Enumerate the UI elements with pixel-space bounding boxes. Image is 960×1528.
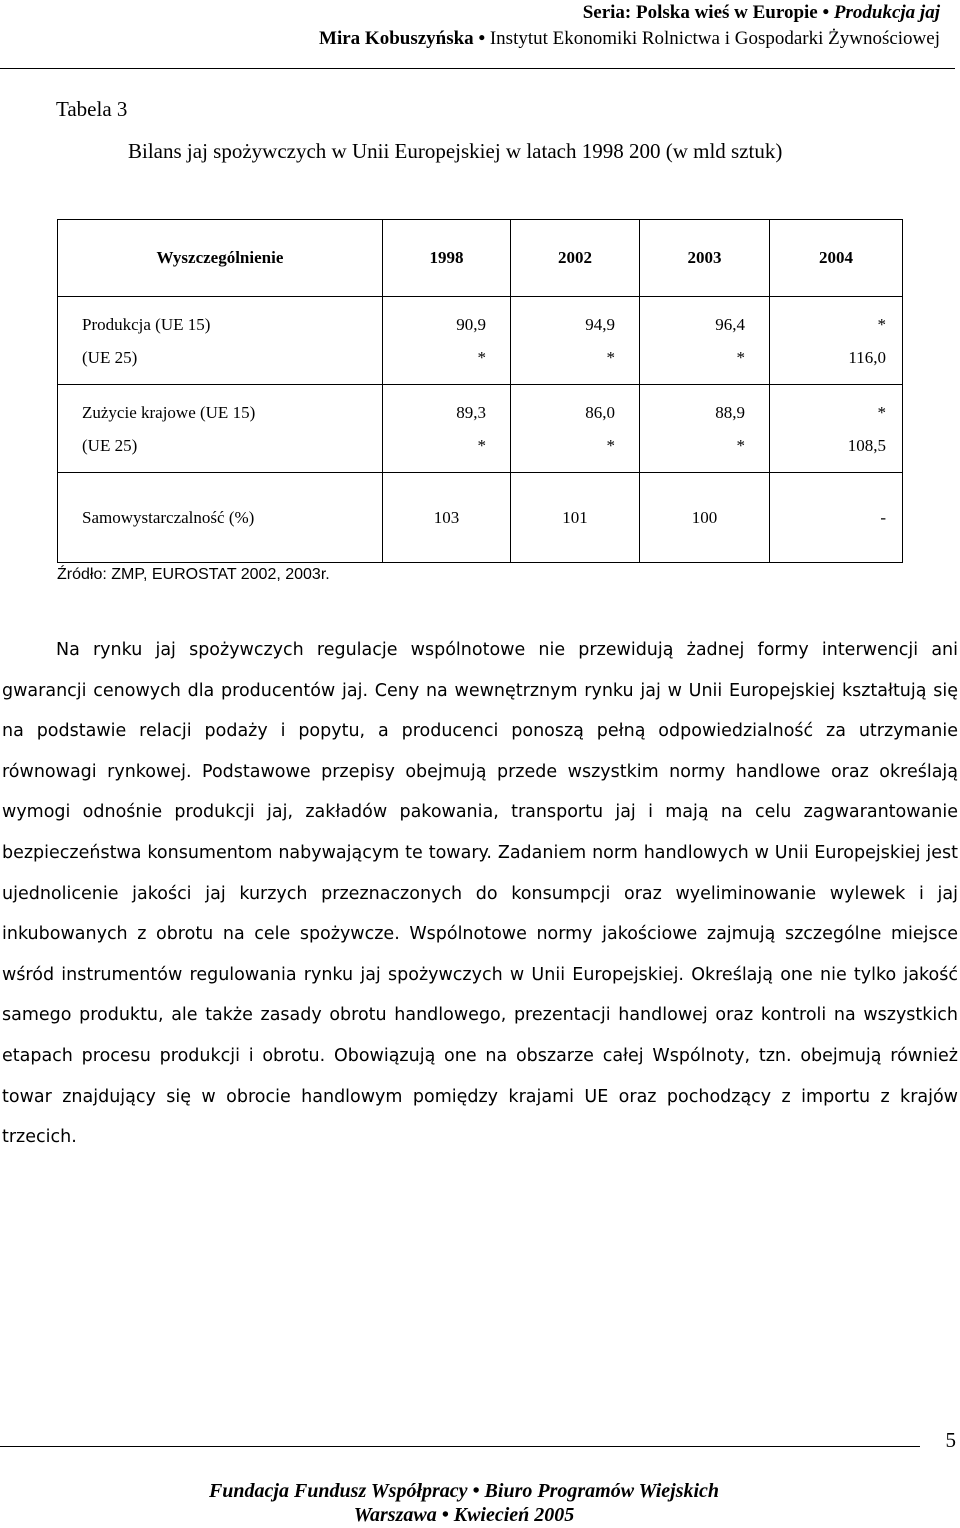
cell-self-sufficiency-1998: 103 [382, 473, 510, 563]
footer-date: Kwiecień 2005 [453, 1504, 575, 1526]
value-line: 89,3 [456, 402, 486, 422]
cell-self-sufficiency-2003: 100 [639, 473, 769, 563]
footer-line-1 [0, 1478, 928, 1504]
running-header-author [319, 26, 940, 52]
footer-city: Warszawa [353, 1504, 437, 1526]
value-line: 90,9 [456, 314, 486, 334]
cell-self-sufficiency-2002: 101 [510, 473, 639, 563]
header-cell-item: Wyszczególnienie [58, 220, 383, 297]
egg-balance-table [57, 219, 903, 563]
header-cell-1998: 1998 [382, 220, 510, 297]
table-header-row [58, 220, 903, 297]
series-prefix: Seria: Polska wieś w Europie [582, 2, 818, 23]
table-title: Bilans jaj spożywczych w Unii Europejskiej w latach 1998 200 (w mld sztuk) [128, 139, 783, 163]
value-line: 86,0 [585, 402, 615, 422]
value-line: 88,9 [715, 402, 745, 422]
cell-consumption-2003 [639, 385, 769, 473]
row-label-self-sufficiency: Samowystarczalność (%) [58, 473, 383, 563]
header-rule [0, 68, 955, 69]
label-line: (UE 25) [82, 435, 138, 455]
footer-bullet-2: • [441, 1504, 449, 1526]
label-line: Zużycie krajowe (UE 15) [82, 402, 256, 422]
footer-bullet: • [472, 1480, 480, 1502]
value-line: * [606, 435, 615, 455]
value-line: * [877, 402, 886, 422]
value-line: 108,5 [847, 435, 886, 455]
value-line: 116,0 [848, 347, 886, 367]
value-line: * [477, 347, 486, 367]
value-line: * [736, 435, 745, 455]
footer-foundation: Fundacja Fundusz Współpracy [208, 1480, 468, 1502]
cell-self-sufficiency-2004: - [769, 473, 902, 563]
table-row-consumption [58, 385, 903, 473]
label-line: (UE 25) [82, 347, 138, 367]
label-line: Produkcja (UE 15) [82, 314, 211, 334]
institute-name: Instytut Ekonomiki Rolnictwa i Gospodarki Żywnościowej [489, 28, 940, 49]
cell-consumption-1998 [382, 385, 510, 473]
table-row-production [58, 297, 903, 385]
running-header-series [583, 0, 940, 26]
footer-rule [0, 1446, 920, 1447]
author-name: Mira Kobuszyńska [319, 28, 474, 49]
table-label: Tabela 3 [56, 97, 128, 121]
footer-office: Biuro Programów Wiejskich [484, 1480, 720, 1502]
cell-production-2003 [639, 297, 769, 385]
series-title: Produkcja jaj [833, 2, 940, 23]
cell-consumption-2002 [510, 385, 639, 473]
row-label-consumption [58, 385, 383, 473]
value-line: * [606, 347, 615, 367]
header-cell-2002: 2002 [510, 220, 639, 297]
cell-production-2002 [510, 297, 639, 385]
table-row-self-sufficiency [58, 473, 903, 563]
header-cell-2004: 2004 [769, 220, 902, 297]
footer-line-2 [0, 1502, 928, 1528]
value-line: * [477, 435, 486, 455]
value-line: 96,4 [715, 314, 745, 334]
row-label-production [58, 297, 383, 385]
cell-production-1998 [382, 297, 510, 385]
value-line: * [736, 347, 745, 367]
value-line: 94,9 [585, 314, 615, 334]
table-source-note: Źródło: ZMP, EUROSTAT 2002, 2003r. [57, 566, 330, 583]
cell-production-2004 [769, 297, 902, 385]
header-cell-2003: 2003 [639, 220, 769, 297]
header-bullet: • [822, 2, 830, 23]
cell-consumption-2004 [769, 385, 902, 473]
body-paragraph: Na rynku jaj spożywczych regulacje wspólnotowe nie przewidują żadnej formy interwencji ani gwarancji cenowych dla producentów jaj. Ceny na wewnętrznym rynku jaj w Unii Europejskiej kształtują się na podstawie relacji podaży i popytu, a producenci ponoszą pełną odpowiedzialność za utrzymanie równowagi rynkowej. Podstawowe przepisy obejmują przede wszystkim normy handlowe oraz określają wymogi odnośnie produkcji jaj, zakładów pakowania, transportu jaj i mają na celu zagwarantowanie bezpieczeństwa konsumentom nabywającym te towary. Zadaniem norm handlowych w Unii Europejskiej jest ujednolicenie jakości jaj kurzych przeznaczonych do konsumpcji oraz wyeliminowanie wylewek i jaj inkubowanych z obrotu na cele spożywcze. Wspólnotowe normy jakościowe zajmują szczególne miejsce wśród instrumentów regulowania rynku jaj spożywczych w Unii Europejskiej. Określają one nie tylko jakość samego produktu, ale także zasady obrotu handlowego, prezentacji handlowej oraz kontroli na wszystkich etapach procesu produkcji i obrotu. Obowiązują one na obszarze całej Wspólnoty, tzn. obejmują również towar znajdujący się w obrocie handlowym pomiędzy krajami UE oraz pochodzący z importu z krajów trzecich. [2, 640, 958, 1148]
page-number: 5 [945, 1428, 956, 1452]
value-line: * [877, 314, 886, 334]
header-bullet-2: • [478, 28, 486, 49]
